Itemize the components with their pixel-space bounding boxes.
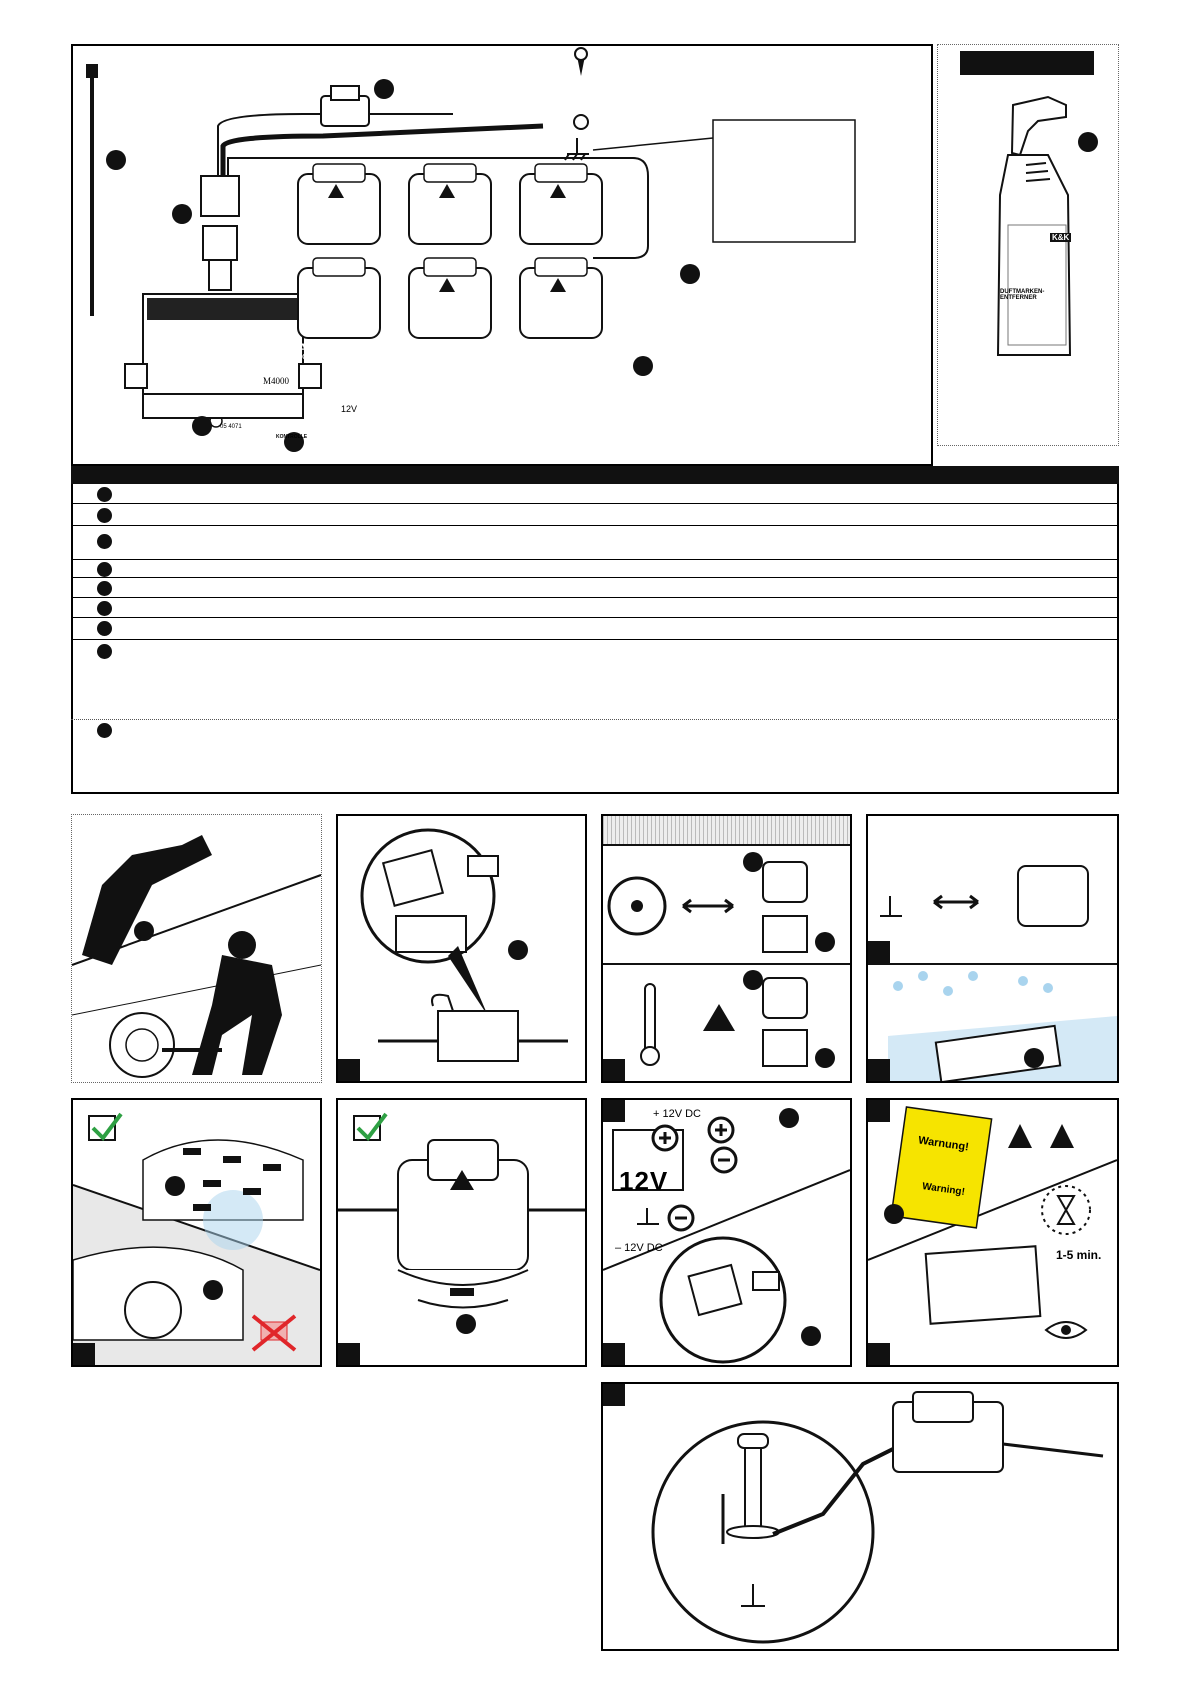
warning-title: Warnung!	[917, 1134, 970, 1154]
step-label-fuse	[338, 1059, 360, 1081]
minus-12v-label: – 12V DC	[615, 1242, 663, 1254]
marker-step-battery-1	[779, 1108, 799, 1128]
marker-step-car-2	[203, 1280, 223, 1300]
marker-step-spray	[134, 921, 154, 941]
marker-step-ground	[1024, 1048, 1044, 1068]
legend-row-3	[71, 526, 1119, 560]
spray-bottle-icon	[978, 85, 1098, 385]
marker-spray	[1078, 132, 1098, 152]
step-label-warning-1	[868, 1100, 890, 1122]
marker-step-dist-1	[743, 852, 763, 872]
step-panel-car	[71, 1098, 322, 1367]
device-subtitle: MIT ELEKTROSCHOCK	[260, 354, 338, 361]
step-label-battery-1	[603, 1100, 625, 1122]
marker-led	[192, 416, 212, 436]
legend-row-1	[71, 484, 1119, 504]
marker-step-plate	[456, 1314, 476, 1334]
step-panel-ground	[866, 814, 1119, 1083]
legend-row-8	[71, 640, 1119, 720]
legend-row-5	[71, 578, 1119, 598]
plus-12v-label: + 12V DC	[653, 1108, 701, 1120]
device-control-label: KONTROLLE	[276, 434, 308, 440]
step-panel-battery	[601, 1098, 852, 1367]
step-panel-distance	[601, 814, 852, 1083]
legend-row-4	[71, 560, 1119, 578]
legend-row-7	[71, 618, 1119, 640]
timer-label: 1-5 min.	[1056, 1248, 1102, 1262]
step-label-contact	[603, 1384, 625, 1406]
marker-connector	[172, 204, 192, 224]
spray-panel	[937, 44, 1119, 446]
spray-product: DUFTMARKEN-ENTFERNER	[1000, 289, 1045, 302]
step-label-plate	[338, 1343, 360, 1365]
spray-header-bar	[960, 51, 1094, 75]
warning-sub: Warning!	[921, 1181, 966, 1198]
marker-fuse	[374, 79, 394, 99]
step-label-ground-2	[868, 1059, 890, 1081]
marker-step-battery-2	[801, 1326, 821, 1346]
battery-label: 12V	[619, 1166, 669, 1196]
spray-brand: K&K	[1052, 233, 1070, 242]
step-label-distance	[603, 1059, 625, 1081]
step-panel-fuse	[336, 814, 587, 1083]
step-panel-plate	[336, 1098, 587, 1367]
legend-row-9	[71, 720, 1119, 792]
step-panel-contact-switch	[601, 1382, 1119, 1651]
device-code: 05 4071	[220, 424, 242, 430]
step-label-battery-2	[603, 1343, 625, 1365]
marker-cable	[680, 264, 700, 284]
wiring-illustration	[73, 46, 933, 466]
device-title: MARDERABWEHR	[245, 341, 353, 355]
marker-step-dist-2	[815, 932, 835, 952]
legend-row-2	[71, 504, 1119, 526]
device-voltage: 12V	[341, 404, 358, 414]
marker-step-warning	[884, 1204, 904, 1224]
marker-tie	[106, 150, 126, 170]
step-label-warning-2	[868, 1343, 890, 1365]
marker-plates	[633, 356, 653, 376]
marker-step-car-1	[165, 1176, 185, 1196]
marker-step-fuse	[508, 940, 528, 960]
components-diagram	[71, 44, 933, 466]
step-label-ground-1	[868, 941, 890, 963]
marker-step-dist-3	[743, 970, 763, 990]
legend-header-bar	[71, 466, 1119, 484]
device-model: M4000	[263, 376, 290, 386]
legend-row-6	[71, 598, 1119, 618]
marker-step-dist-4	[815, 1048, 835, 1068]
step-panel-spray	[71, 814, 322, 1083]
step-panel-warning	[866, 1098, 1119, 1367]
step-label-car	[73, 1343, 95, 1365]
